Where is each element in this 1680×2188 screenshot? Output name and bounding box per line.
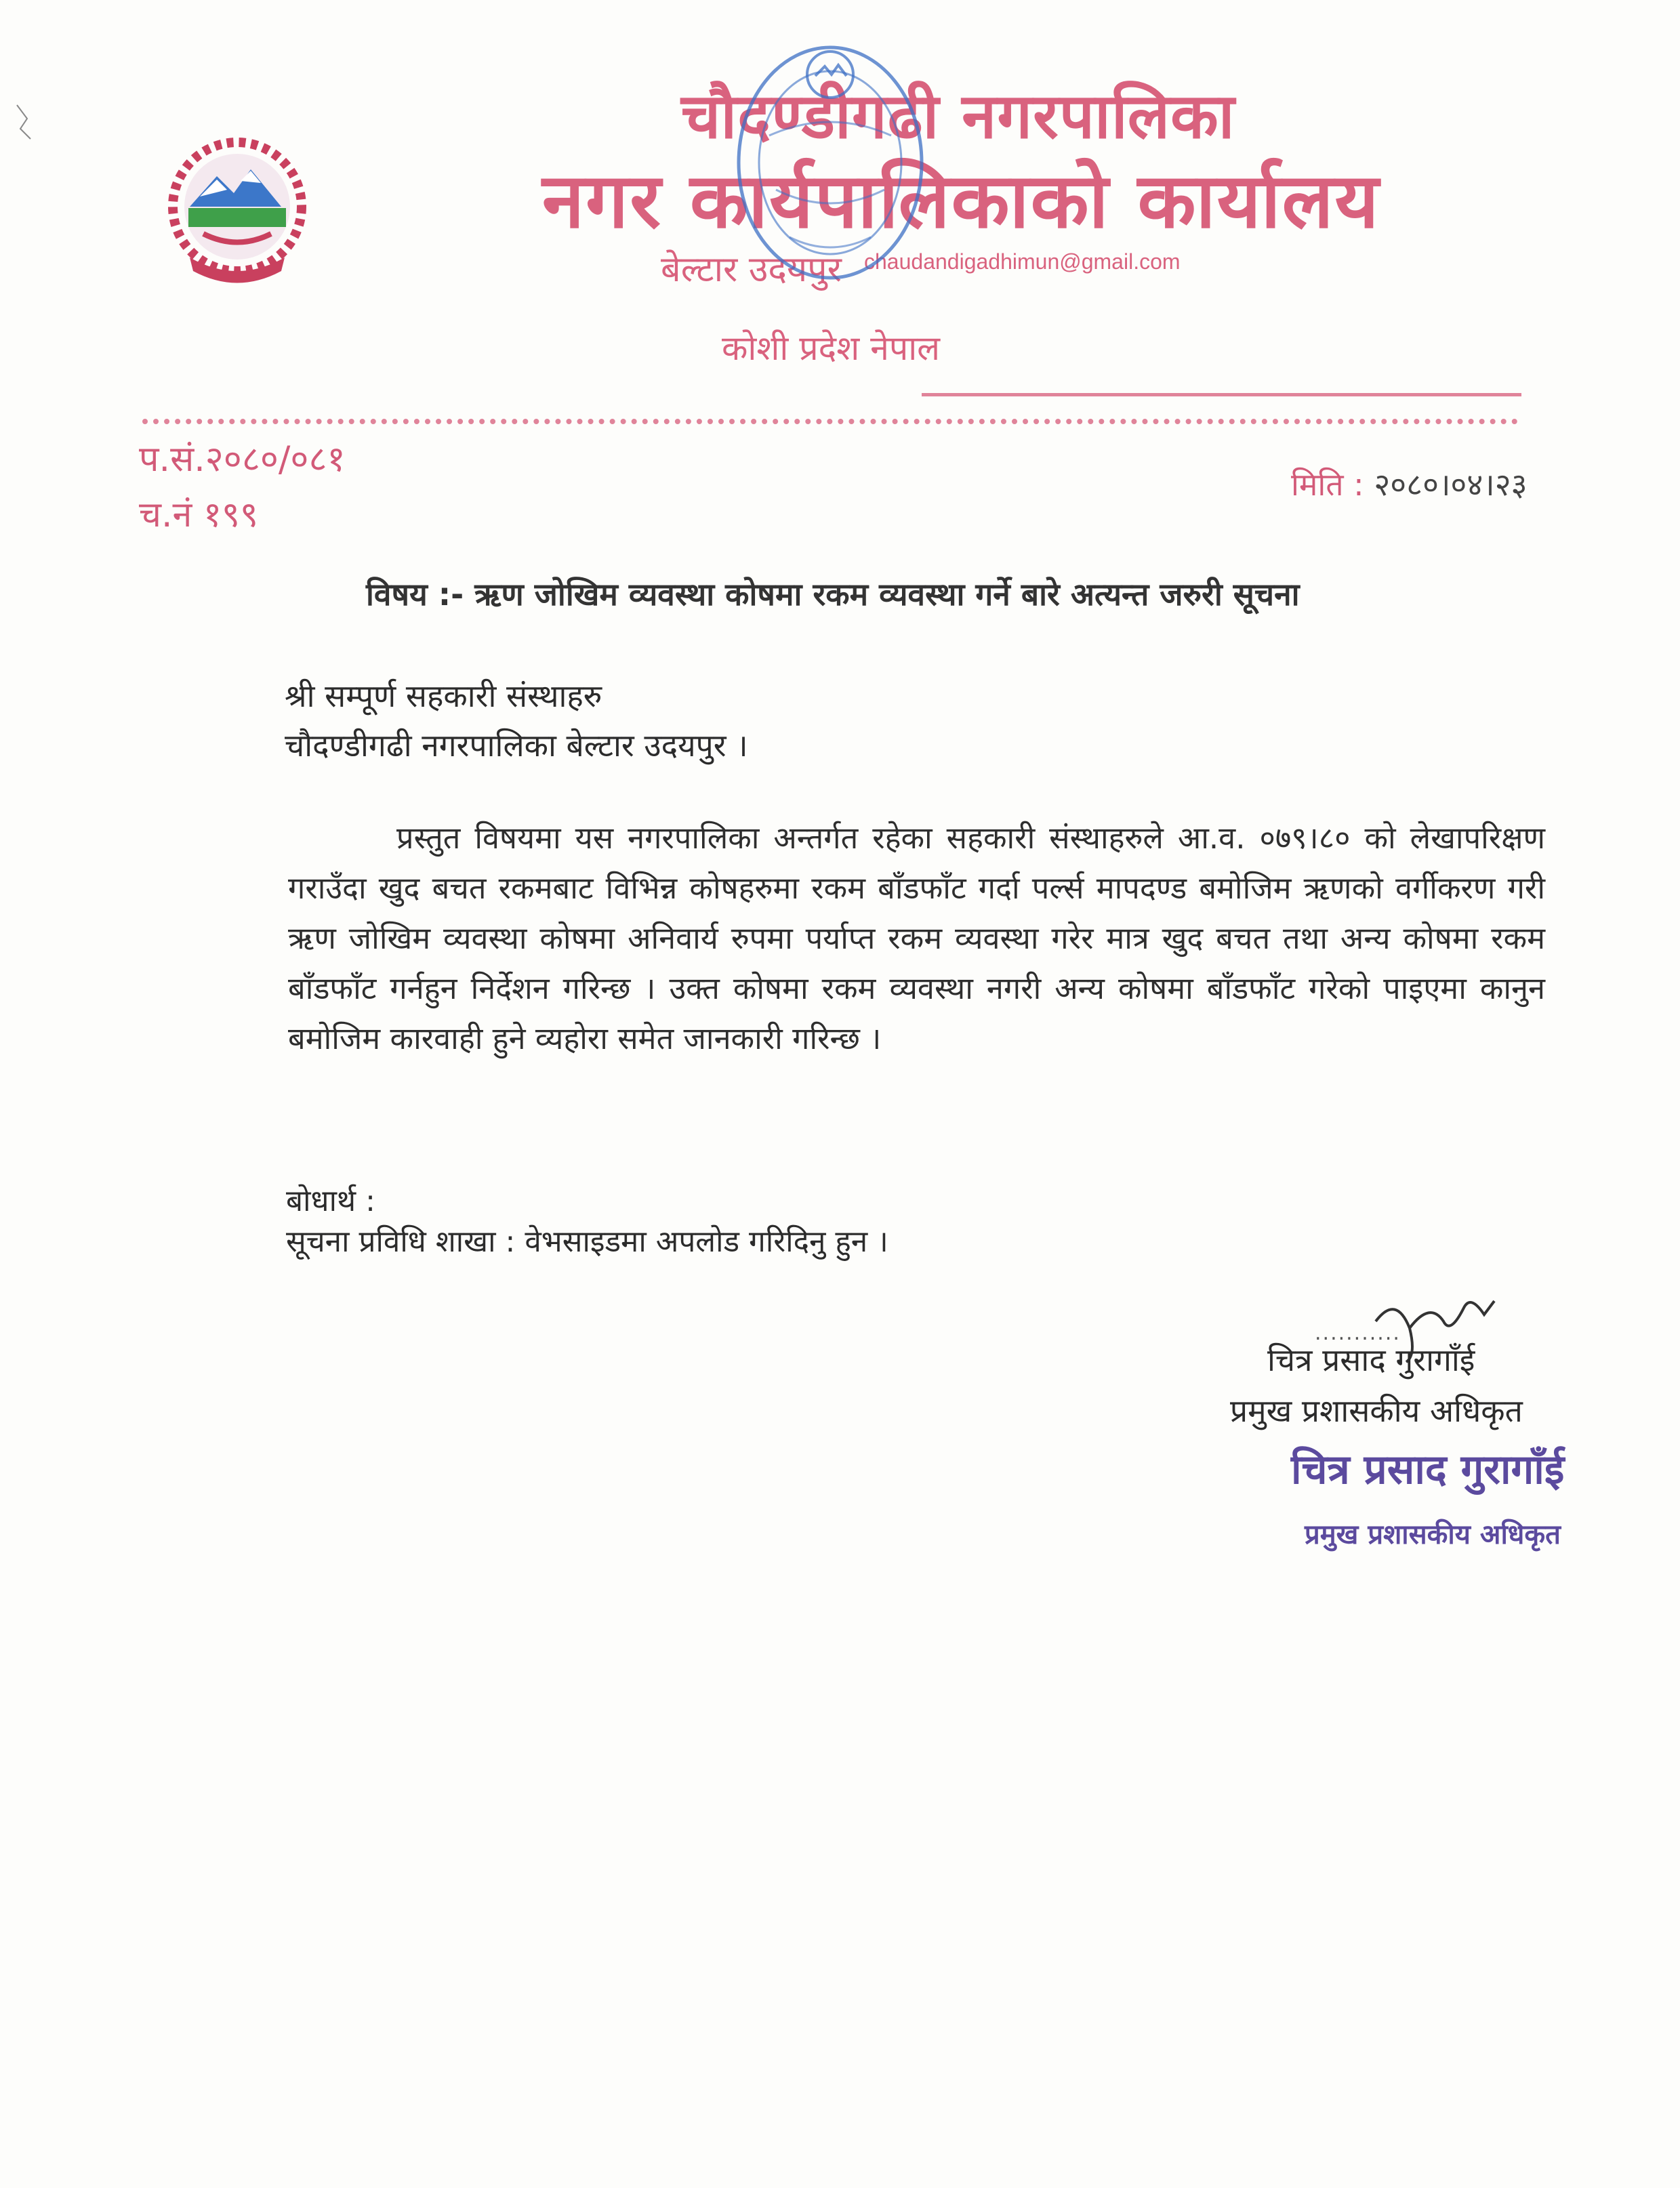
scan-mark xyxy=(14,102,41,142)
municipality-name: चौदण्डीगढी नगरपालिका xyxy=(681,80,1235,152)
letter-body: प्रस्तुत विषयमा यस नगरपालिका अन्तर्गत रहेका सहकारी संस्थाहरुले आ.व. ०७९।८० को लेखापरिक्षण गराउँदा खुद बचत रकमबाट विभिन्न कोषहरुमा रकम बाँडफाँट गर्दा पर्ल्स मापदण्ड बमोजिम ऋणको वर्गीकरण गरी ऋण जोखिम व्यवस्था कोषमा अनिवार्य रुपमा पर्याप्त रकम व्यवस्था गरेर मात्र खुद बचत तथा अन्य कोषमा रकम बाँडफाँट गर्नहुन निर्देशन गरिन्छ । उक्त कोषमा रकम व्यवस्था नगरी अन्य कोषमा बाँडफाँट गरेको पाइएमा कानुन बमोजिम कारवाही हुने व्यहोरा समेत जानकारी गरिन्छ । xyxy=(288,820,1545,1056)
header-divider-dotted xyxy=(142,419,1518,424)
header-divider-solid xyxy=(922,393,1521,396)
addressee-line-1: श्री सम्पूर्ण सहकारी संस्थाहरु xyxy=(285,678,602,714)
signatory-title: प्रमुख प्रशासकीय अधिकृत xyxy=(1230,1392,1523,1429)
date-value: २०८०।०४।२३ xyxy=(1374,466,1528,503)
name-seal: चित्र प्रसाद गुरागाँई xyxy=(1291,1446,1565,1493)
office-name: नगर कार्यपालिकाको कार्यालय xyxy=(542,157,1380,245)
office-stamp-icon xyxy=(729,34,932,291)
cc-label: बोधार्थ : xyxy=(286,1184,375,1218)
office-address: बेल्टार उदयपुर xyxy=(661,249,842,290)
nepal-emblem-icon xyxy=(163,132,312,295)
dispatch-number: च.नं १९९ xyxy=(139,495,259,535)
province-name: कोशी प्रदेश नेपाल xyxy=(722,329,941,368)
addressee-line-2: चौदण्डीगढी नगरपालिका बेल्टार उदयपुर । xyxy=(285,727,748,764)
signature-dots: ........... xyxy=(1315,1321,1401,1345)
date-label: मिति : xyxy=(1291,466,1364,503)
letter-date xyxy=(1291,463,1528,505)
cc-recipient: सूचना प्रविधि शाखा : वेभसाइडमा अपलोड गरिदिनु हुन । xyxy=(286,1224,888,1259)
letter-subject: विषय :- ऋण जोखिम व्यवस्था कोषमा रकम व्यवस्था गर्ने बारे अत्यन्त जरुरी सूचना xyxy=(366,576,1300,613)
letter-reference-number: प.सं.२०८०/०८१ xyxy=(139,439,346,480)
signatory-name: चित्र प्रसाद गुरागाँई xyxy=(1267,1342,1475,1378)
office-email: chaudandigadhimun@gmail.com xyxy=(864,249,1181,274)
title-seal: प्रमुख प्रशासकीय अधिकृत xyxy=(1305,1519,1561,1550)
